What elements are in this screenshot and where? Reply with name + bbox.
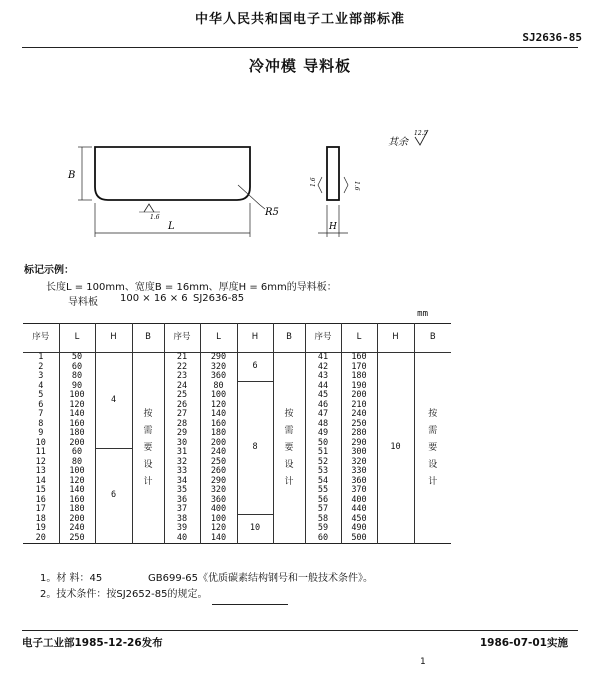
header-no: 序号 [305,324,341,353]
row-length: 140 [59,486,95,496]
row-no: 25 [164,391,200,401]
note-material-label: 1。材 料：45 [40,573,103,584]
row-length: 320 [200,363,237,373]
row-length: 320 [341,458,377,468]
note-material-text: GB699-65《优质碳素结构钢号和一般技术条件》。 [148,573,374,584]
row-length: 120 [59,477,95,487]
row-length: 120 [59,401,95,411]
row-length: 80 [200,382,237,392]
row-no: 2 [38,361,44,372]
row-length: 190 [341,382,377,392]
row-length: 360 [200,372,237,382]
row-no: 36 [164,496,200,506]
row-height: 10 [377,353,414,544]
row-no: 38 [164,515,200,525]
row-length: 100 [59,391,95,401]
spec-table [23,323,451,544]
row-length: 200 [59,515,95,525]
row-length: 280 [341,429,377,439]
row-no: 40 [164,534,200,544]
row-no: 43 [305,372,341,382]
footer-rule [22,630,578,631]
row-length: 160 [341,353,377,363]
header-b: B [273,324,305,353]
example-code: SJ2636-85 [193,293,245,304]
row-no: 49 [305,429,341,439]
row-length: 160 [200,420,237,430]
row-no: 42 [305,363,341,373]
row-length: 180 [59,505,95,515]
row-length: 160 [59,496,95,506]
row-length: 200 [341,391,377,401]
row-no: 37 [164,505,200,515]
header-h: H [377,324,414,353]
row-length: 100 [59,467,95,477]
row-no: 30 [164,439,200,449]
row-no: 48 [305,420,341,430]
row-no: 11 [35,447,46,457]
row-no: 26 [164,401,200,411]
row-length: 250 [200,458,237,468]
row-no: 59 [305,524,341,534]
part-drawing [60,125,480,245]
row-no: 57 [305,505,341,515]
row-length: 260 [200,467,237,477]
side-view [327,147,339,200]
header-b: B [414,324,451,353]
row-length: 370 [341,486,377,496]
row-length: 250 [341,420,377,430]
b-note: 按需要设计 [428,408,438,487]
roughness-side-left: 1.6 [310,177,317,187]
b-note: 按需要设计 [143,408,153,487]
row-no: 52 [305,458,341,468]
header-l: L [59,324,95,353]
row-no: 35 [164,486,200,496]
row-length: 50 [59,353,95,363]
row-no: 9 [38,428,44,438]
row-length: 180 [59,429,95,439]
row-length: 170 [341,363,377,373]
row-no: 53 [305,467,341,477]
table-header-row [23,324,451,353]
b-note: 按需要设计 [284,408,294,487]
row-height: 6 [237,353,273,382]
note-technical: 2。技术条件：按SJ2652-85的规定。 [40,589,208,600]
row-length: 440 [341,505,377,515]
row-length: 140 [200,410,237,420]
row-no: 17 [35,504,46,514]
row-no: 14 [35,475,46,486]
header-h: H [95,324,132,353]
row-length: 200 [59,439,95,449]
page-number: 1 [420,657,426,667]
row-no: 41 [305,353,341,363]
example-name: 导料板 [68,297,98,308]
row-no: 10 [35,437,46,448]
row-length: 290 [200,353,237,363]
roughness-rest-label: 其余 [388,137,408,148]
row-length: 180 [341,372,377,382]
header-no: 序号 [164,324,200,353]
row-no: 21 [164,353,200,363]
row-length: 140 [200,534,237,544]
row-no: 45 [305,391,341,401]
row-length: 360 [341,477,377,487]
row-length: 180 [200,429,237,439]
org-title: 中华人民共和国电子工业部部标准 [194,12,405,27]
example-dims: 100 × 16 × 6 [120,293,188,304]
row-no: 7 [38,409,44,419]
radius-label: R5 [265,207,279,218]
row-no: 56 [305,496,341,506]
header-h: H [237,324,273,353]
row-no: 1 [38,352,44,362]
row-no: 5 [38,390,44,400]
header-b: B [132,324,164,353]
row-length: 90 [59,382,95,392]
row-no: 6 [38,399,44,410]
row-no: 16 [35,494,46,505]
row-no: 54 [305,477,341,487]
document-title: 冷冲模 导料板 [248,57,352,75]
row-no: 23 [164,372,200,382]
row-no: 55 [305,486,341,496]
b-cell [132,353,164,544]
row-no: 44 [305,382,341,392]
row-length: 200 [200,439,237,449]
row-no: 51 [305,448,341,458]
row-no: 31 [164,448,200,458]
row-no: 58 [305,515,341,525]
header-rule [22,47,578,48]
end-rule [212,604,288,605]
row-no: 18 [35,513,46,524]
row-no: 29 [164,429,200,439]
row-no: 4 [38,380,44,391]
row-no: 47 [305,410,341,420]
row-no: 20 [35,532,46,543]
row-no: 46 [305,401,341,411]
row-no: 19 [35,523,46,533]
row-height: 8 [237,382,273,515]
row-length: 500 [341,534,377,544]
row-no: 33 [164,467,200,477]
unit-label: mm [417,309,428,319]
row-no: 3 [38,371,44,381]
row-no: 28 [164,420,200,430]
roughness-rest-value: 12.5 [414,130,428,137]
roughness-symbol [144,204,154,212]
row-length: 160 [59,420,95,430]
row-no: 50 [305,439,341,449]
row-length: 290 [341,439,377,449]
effective-date: 1986-07-01实施 [479,637,568,649]
header-no: 序号 [23,324,59,353]
row-no: 39 [164,524,200,534]
row-length: 60 [59,448,95,458]
table-body [23,353,451,544]
row-length: 80 [59,372,95,382]
row-height: 6 [95,448,132,544]
row-no: 32 [164,458,200,468]
row-length: 100 [200,515,237,525]
row-length: 140 [59,410,95,420]
row-length: 240 [59,524,95,534]
roughness-face-value: 1.6 [150,214,160,221]
row-length: 100 [200,391,237,401]
row-no: 60 [305,534,341,544]
row-length: 240 [341,410,377,420]
row-length: 120 [200,401,237,411]
example-heading: 标记示例： [24,265,74,276]
row-length: 290 [200,477,237,487]
example-description: 长度L = 100mm、宽度B = 16mm、厚度H = 6mm的导料板： [46,282,337,293]
row-length: 330 [341,467,377,477]
row-length: 320 [200,486,237,496]
row-length: 240 [200,448,237,458]
thickness-dim-label: H [329,222,337,232]
row-no: 34 [164,477,200,487]
row-no: 12 [35,456,46,467]
row-no: 27 [164,410,200,420]
row-length: 360 [200,496,237,506]
row-length: 400 [341,496,377,506]
row-length: 300 [341,448,377,458]
standard-code: SJ2636-85 [522,31,582,44]
row-no: 15 [35,485,46,495]
row-length: 80 [59,458,95,468]
table-row [23,353,451,363]
row-height: 10 [237,515,273,544]
length-dim-label: L [168,221,175,232]
row-length: 120 [200,524,237,534]
row-no: 13 [35,466,46,476]
header-l: L [341,324,377,353]
row-length: 210 [341,401,377,411]
row-height: 4 [95,353,132,449]
row-length: 250 [59,534,95,544]
b-cell [273,353,305,544]
row-length: 60 [59,363,95,373]
header-l: L [200,324,237,353]
b-cell [414,353,451,544]
row-no: 24 [164,382,200,392]
row-length: 490 [341,524,377,534]
roughness-side-right: 1.6 [353,181,360,191]
row-length: 450 [341,515,377,525]
row-no: 8 [38,418,44,429]
plate-outline [95,147,250,200]
width-dim-label: B [68,170,76,181]
issue-date: 电子工业部1985-12-26发布 [22,637,163,649]
row-no: 22 [164,363,200,373]
row-length: 400 [200,505,237,515]
